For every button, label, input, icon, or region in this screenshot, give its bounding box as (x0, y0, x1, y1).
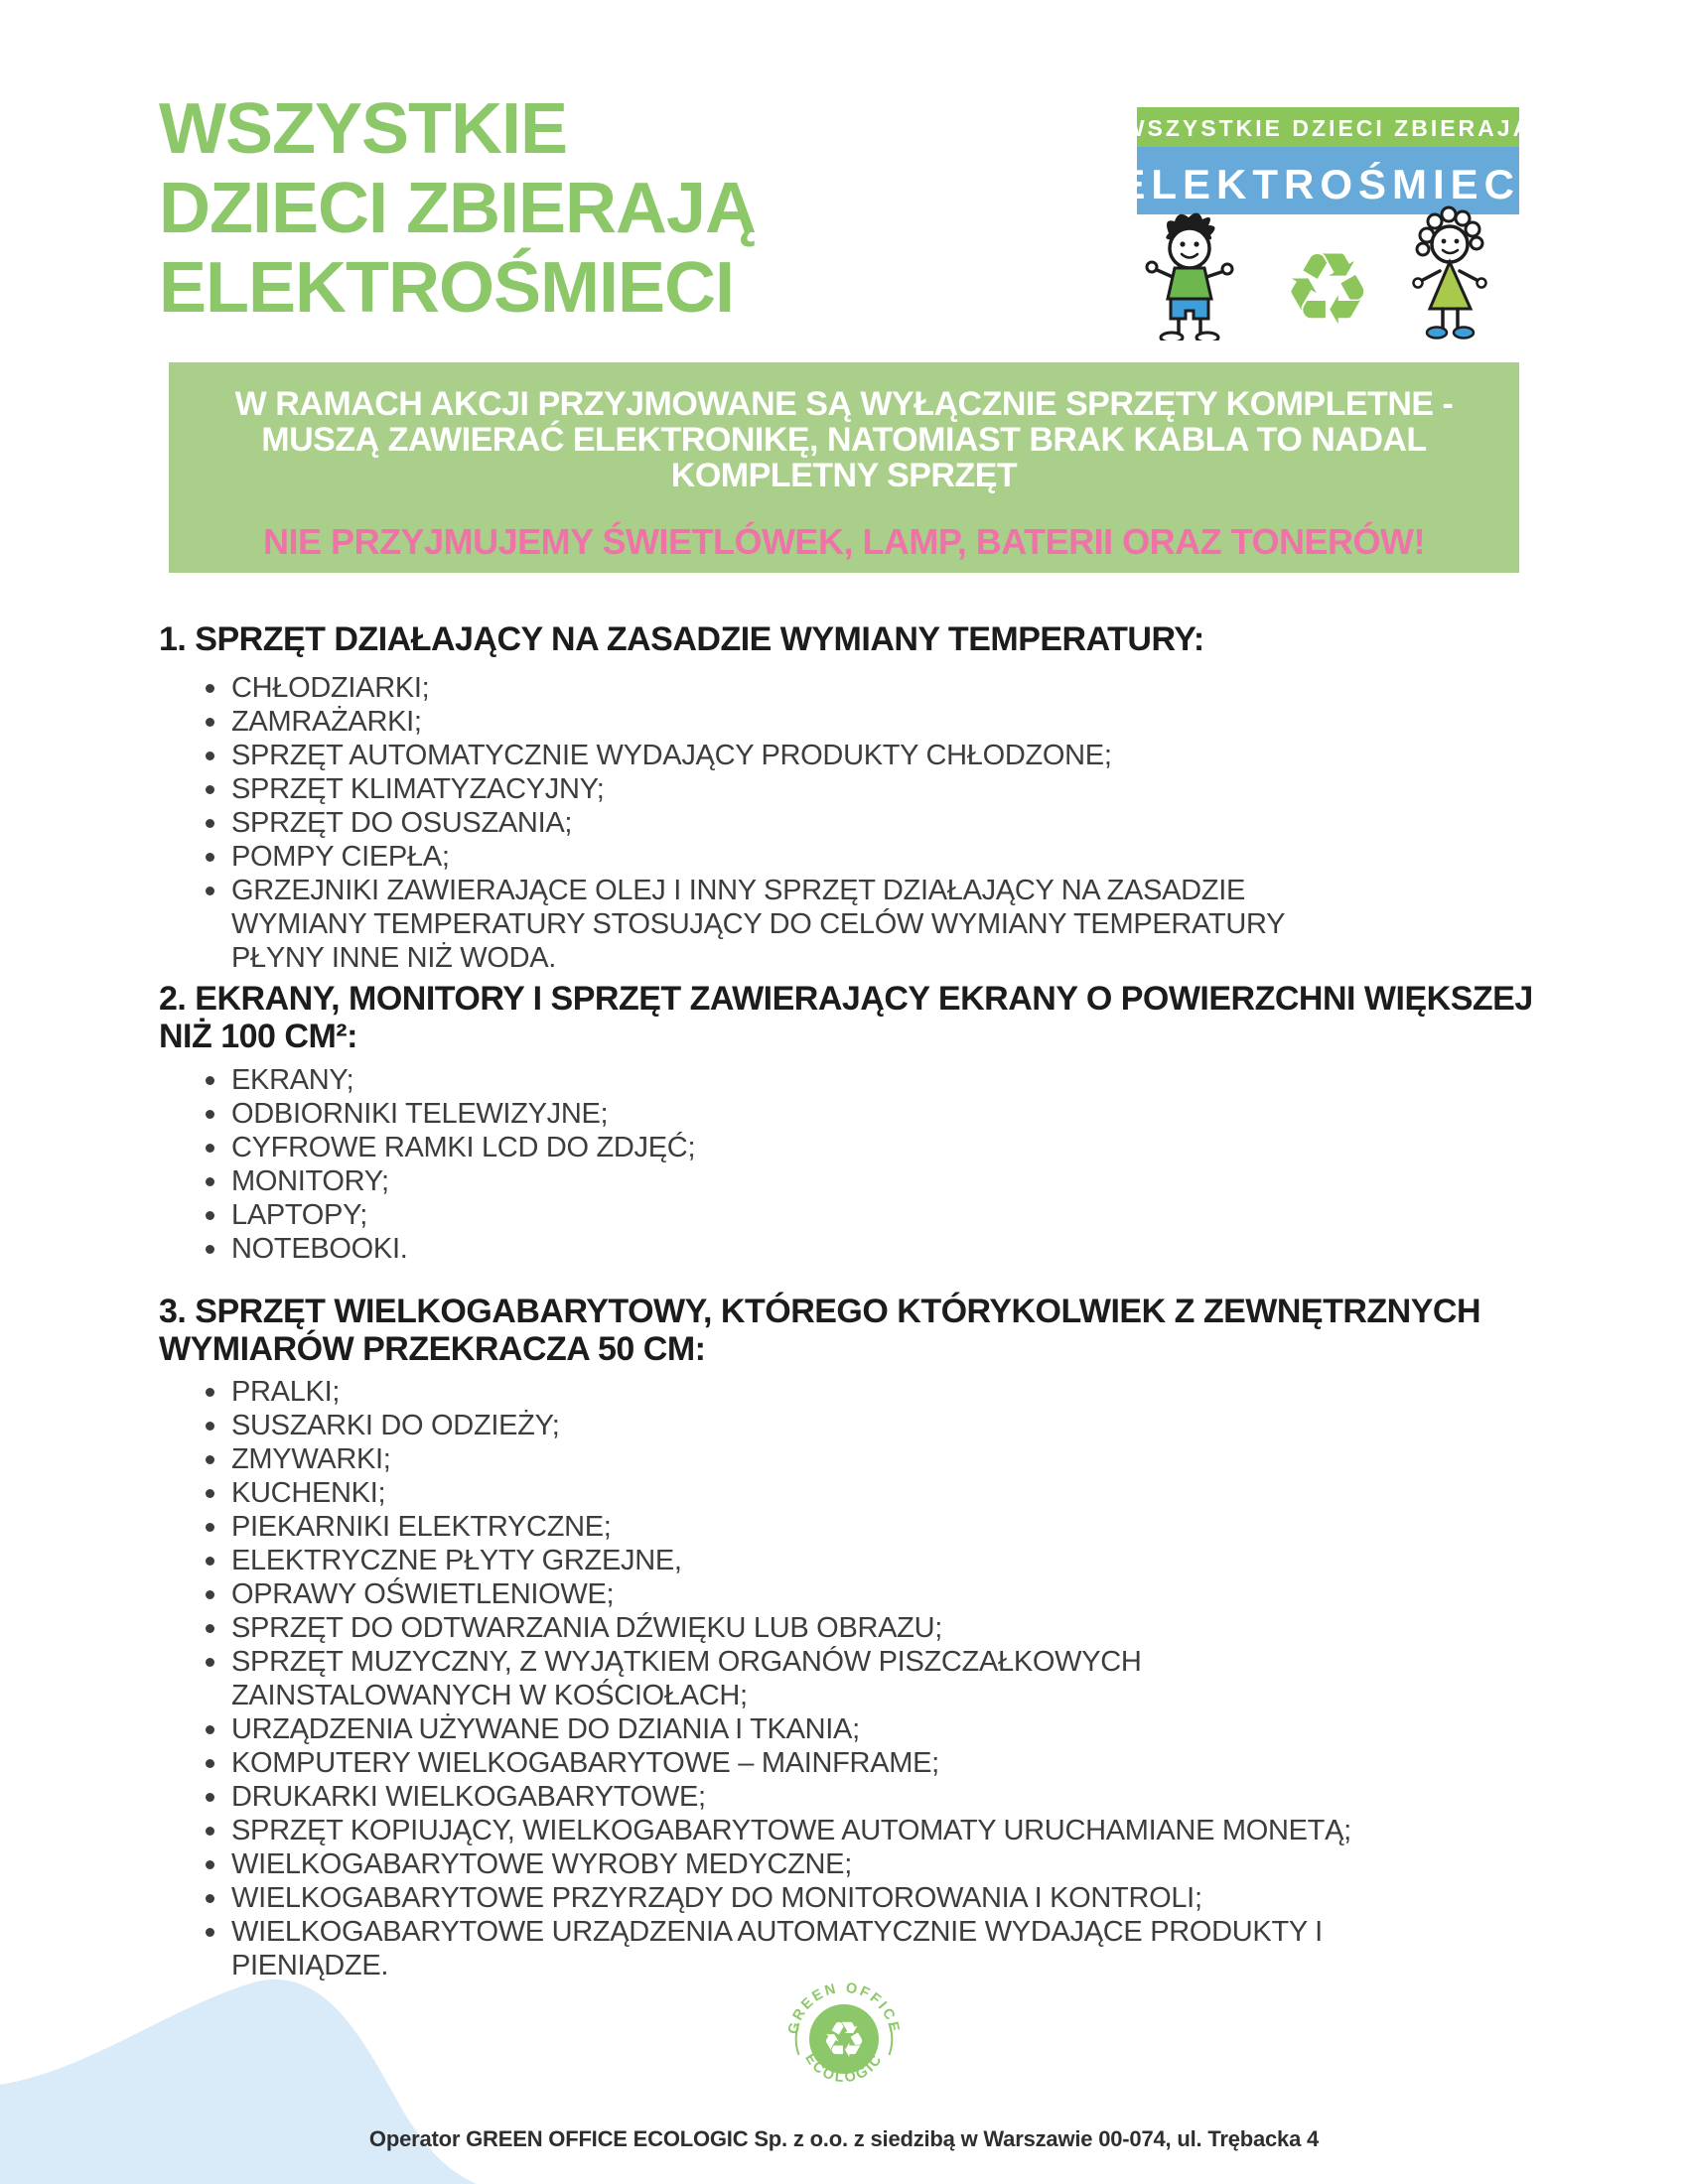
list-item: PIEKARNIKI ELEKTRYCZNE; (204, 1510, 1375, 1544)
list-item: WIELKOGABARYTOWE URZĄDZENIA AUTOMATYCZNIE WYDAJĄCE PRODUKTY I PIENIĄDZE. (204, 1915, 1375, 1982)
list-item: ZMYWARKI; (204, 1442, 1375, 1476)
list-item: WIELKOGABARYTOWE PRZYRZĄDY DO MONITOROWANIA I KONTROLI; (204, 1881, 1375, 1915)
section-heading (159, 980, 1539, 1055)
list-item: EKRANY; (204, 1063, 1375, 1097)
logo-top-banner-text: WSZYSTKIE DZIECI ZBIERAJĄ (1137, 115, 1519, 141)
banner-main-line: MUSZĄ ZAWIERAĆ ELEKTRONIKĘ, NATOMIAST BRAK KABLA TO NADAL (261, 421, 1427, 459)
page-title-line: DZIECI ZBIERAJĄ (159, 169, 757, 248)
page-title-line: ELEKTROŚMIECI (159, 248, 735, 328)
section-large-equipment (159, 1293, 1539, 1982)
list-item: POMPY CIEPŁA; (204, 840, 1375, 874)
list-item: ZAMRAŻARKI; (204, 705, 1375, 739)
section-temperature-equipment (159, 620, 1539, 975)
page-title-line: WSZYSTKIE (159, 89, 568, 169)
recycle-icon: ♻ (1283, 231, 1372, 341)
list-item: MONITORY; (204, 1164, 1375, 1198)
list-item: DRUKARKI WIELKOGABARYTOWE; (204, 1780, 1375, 1814)
boy-drawing (1147, 212, 1232, 341)
section-heading-line: 3. SPRZĘT WIELKOGABARYTOWY, KTÓREGO KTÓRYKOLWIEK Z ZEWNĘTRZNYCH (159, 1293, 1481, 1330)
seal-bottom-text: ECOLOGIC (801, 2050, 887, 2087)
section-heading-line: WYMIARÓW PRZEKRACZA 50 CM: (159, 1330, 706, 1368)
campaign-logo-graphic (1137, 107, 1519, 341)
bullet-list (204, 671, 1375, 975)
list-item: SPRZĘT DO ODTWARZANIA DŹWIĘKU LUB OBRAZU; (204, 1611, 1375, 1645)
section-heading-line: 1. SPRZĘT DZIAŁAJĄCY NA ZASADZIE WYMIANY TEMPERATURY: (159, 620, 1204, 658)
section-heading (159, 620, 1539, 658)
list-item: NOTEBOOKI. (204, 1232, 1375, 1266)
page-title (159, 89, 756, 328)
list-item: LAPTOPY; (204, 1198, 1375, 1232)
section-heading-line: 2. EKRANY, MONITORY I SPRZĘT ZAWIERAJĄCY EKRANY O POWIERZCHNI WIĘKSZEJ (159, 980, 1533, 1018)
campaign-logo (1137, 107, 1519, 341)
banner-warning-text: NIE PRZYJMUJEMY ŚWIETLÓWEK, LAMP, BATERII ORAZ TONERÓW! (263, 521, 1425, 562)
list-item: CHŁODZIARKI; (204, 671, 1375, 705)
list-item: URZĄDZENIA UŻYWANE DO DZIANIA I TKANIA; (204, 1712, 1375, 1746)
list-item: ODBIORNIKI TELEWIZYJNE; (204, 1097, 1375, 1131)
banner-main-line: W RAMACH AKCJI PRZYJMOWANE SĄ WYŁĄCZNIE SPRZĘTY KOMPLETNE - (234, 385, 1454, 423)
info-banner (169, 362, 1519, 573)
list-item: ELEKTRYCZNE PŁYTY GRZEJNE, (204, 1544, 1375, 1577)
list-item: SPRZĘT AUTOMATYCZNIE WYDAJĄCY PRODUKTY CHŁODZONE; (204, 739, 1375, 772)
list-item: WIELKOGABARYTOWE WYROBY MEDYCZNE; (204, 1847, 1375, 1881)
list-item: PRALKI; (204, 1375, 1375, 1409)
seal-top-text: GREEN OFFICE (785, 1979, 903, 2036)
logo-bottom-banner-text: ELEKTROŚMIECI (1137, 161, 1519, 207)
bullet-list (204, 1063, 1375, 1266)
list-item: KOMPUTERY WIELKOGABARYTOWE – MAINFRAME; (204, 1746, 1375, 1780)
section-screens-monitors (159, 980, 1539, 1266)
list-item: CYFROWE RAMKI LCD DO ZDJĘĆ; (204, 1131, 1375, 1164)
list-item: SPRZĘT MUZYCZNY, Z WYJĄTKIEM ORGANÓW PISZCZAŁKOWYCH ZAINSTALOWANYCH W KOŚCIOŁACH; (204, 1645, 1375, 1712)
recycle-icon: ♻ (821, 2011, 867, 2069)
green-office-ecologic-seal (779, 1974, 909, 2103)
girl-drawing (1414, 207, 1486, 339)
list-item: OPRAWY OŚWIETLENIOWE; (204, 1577, 1375, 1611)
bullet-list (204, 1375, 1375, 1982)
list-item: SPRZĘT DO OSUSZANIA; (204, 806, 1375, 840)
list-item: KUCHENKI; (204, 1476, 1375, 1510)
section-heading (159, 1293, 1539, 1368)
list-item: GRZEJNIKI ZAWIERAJĄCE OLEJ I INNY SPRZĘT DZIAŁAJĄCY NA ZASADZIE WYMIANY TEMPERATURY STOSUJĄCY DO CELÓW WYMIANY TEMPERATURY PŁYNY INNE NIŻ WODA. (204, 874, 1375, 975)
list-item: SPRZĘT KOPIUJĄCY, WIELKOGABARYTOWE AUTOMATY URUCHAMIANE MONETĄ; (204, 1814, 1375, 1847)
list-item: SPRZĘT KLIMATYZACYJNY; (204, 772, 1375, 806)
footer-text: Operator GREEN OFFICE ECOLOGIC Sp. z o.o. z siedzibą w Warszawie 00-074, ul. Trębacka 4 (368, 2126, 1320, 2151)
list-item: SUSZARKI DO ODZIEŻY; (204, 1409, 1375, 1442)
section-heading-line: NIŻ 100 CM²: (159, 1018, 357, 1055)
banner-main-text (169, 386, 1519, 493)
banner-main-line: KOMPLETNY SPRZĘT (670, 457, 1018, 494)
